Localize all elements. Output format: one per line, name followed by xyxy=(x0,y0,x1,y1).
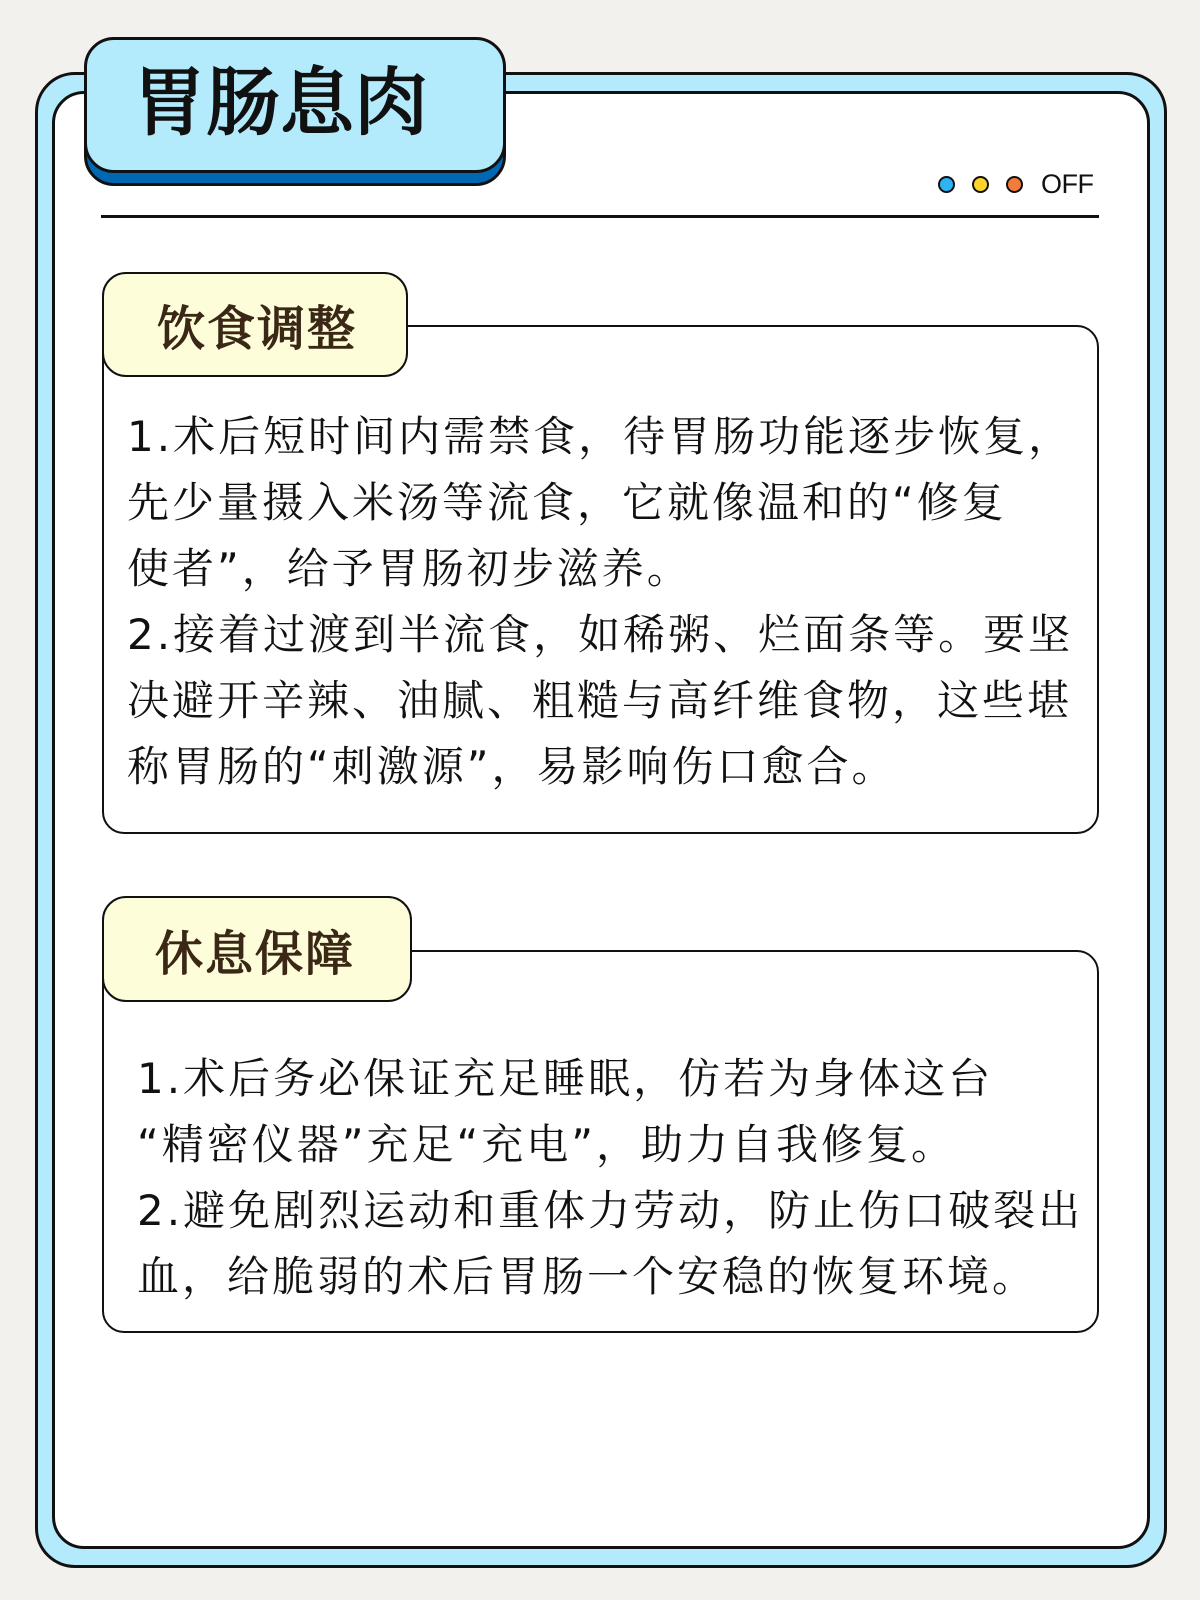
body-line: 使者”，给予胃肠初步滋养。 xyxy=(127,544,692,593)
header-divider xyxy=(101,215,1099,218)
body-line: 先少量摄入米汤等流食，它就像温和的“修复 xyxy=(127,478,1007,527)
body-line: 2.接着过渡到半流食，如稀粥、烂面条等。要坚 xyxy=(127,610,1074,659)
yellow-dot-icon xyxy=(972,176,989,193)
status-indicator xyxy=(938,166,1094,202)
section-label-text: 休息保障 xyxy=(155,925,356,982)
body-line: 血，给脆弱的术后胃肠一个安稳的恢复环境。 xyxy=(137,1252,1038,1301)
status-label: OFF xyxy=(1041,169,1094,199)
body-line: 1.术后短时间内需禁食，待胃肠功能逐步恢复， xyxy=(127,412,1074,461)
body-line: 决避开辛辣、油腻、粗糙与高纤维食物，这些堪 xyxy=(127,676,1073,725)
blue-dot-icon xyxy=(938,176,955,193)
orange-dot-icon xyxy=(1006,176,1023,193)
section-label-diet xyxy=(102,272,408,377)
body-line: “精密仪器”充足“充电”，助力自我修复。 xyxy=(137,1120,957,1169)
section-label-rest xyxy=(102,896,412,1002)
section-body-diet xyxy=(127,404,1073,800)
body-line: 1.术后务必保证充足睡眠，仿若为身体这台 xyxy=(137,1054,994,1103)
section-label-text: 饮食调整 xyxy=(157,301,358,357)
body-line: 2.避免剧烈运动和重体力劳动，防止伤口破裂出 xyxy=(137,1186,1084,1235)
body-line: 称胃肠的“刺激源”，易影响伤口愈合。 xyxy=(127,742,897,791)
page-title: 胃肠息肉 xyxy=(132,60,428,146)
section-body-rest xyxy=(137,1046,1083,1310)
